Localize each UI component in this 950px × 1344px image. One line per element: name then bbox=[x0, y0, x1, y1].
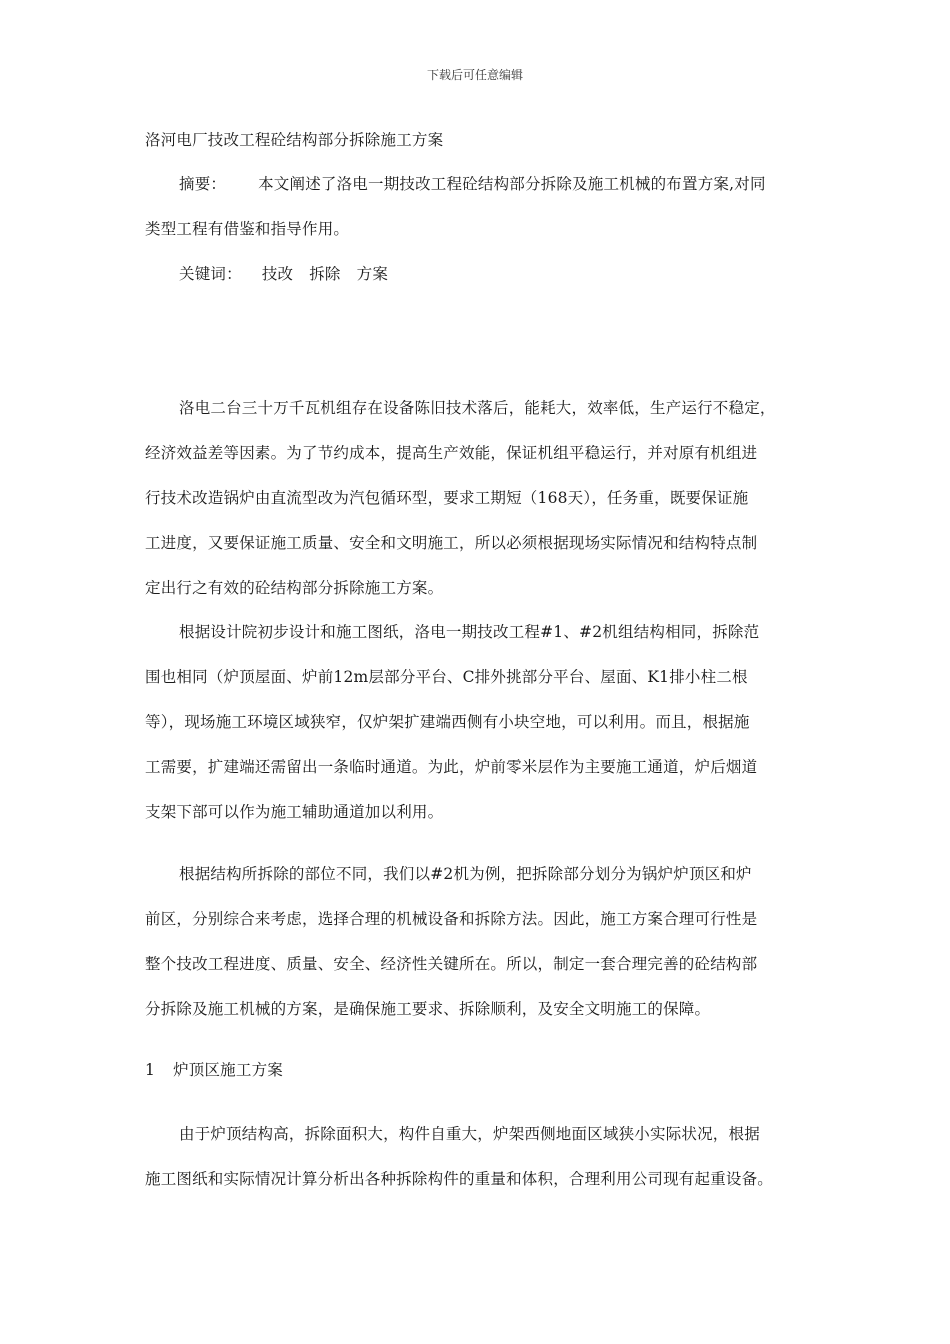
paragraph-line: 行技术改造锅炉由直流型改为汽包循环型，要求工期短（168天），任务重，既要保证施 bbox=[145, 489, 749, 507]
abstract-text-1: 本文阐述了洛电一期技改工程砼结构部分拆除及施工机械的布置方案,对同 bbox=[258, 175, 766, 193]
section-title: 炉顶区施工方案 bbox=[173, 1061, 283, 1079]
paragraph-line: 经济效益差等因素。为了节约成本，提高生产效能，保证机组平稳运行，并对原有机组进 bbox=[145, 444, 758, 462]
document-title: 洛河电厂技改工程砼结构部分拆除施工方案 bbox=[145, 131, 444, 149]
paragraph-line: 洛电二台三十万千瓦机组存在设备陈旧技术落后，能耗大，效率低，生产运行不稳定， bbox=[179, 399, 776, 417]
abstract-label: 摘要： bbox=[179, 175, 227, 193]
abstract-line-1 bbox=[179, 172, 766, 194]
paragraph-line: 工需要，扩建端还需留出一条临时通道。为此，炉前零米层作为主要施工通道，炉后烟道 bbox=[145, 758, 758, 776]
paragraph-line: 支架下部可以作为施工辅助通道加以利用。 bbox=[145, 803, 444, 821]
paragraph-line: 由于炉顶结构高，拆除面积大，构件自重大，炉架西侧地面区域狭小实际状况，根据 bbox=[179, 1125, 760, 1143]
paragraph-line: 整个技改工程进度、质量、安全、经济性关键所在。所以，制定一套合理完善的砼结构部 bbox=[145, 955, 758, 973]
paragraph-line: 施工图纸和实际情况计算分析出各种拆除构件的重量和体积，合理利用公司现有起重设备。 bbox=[145, 1170, 774, 1188]
paragraph-line: 工进度，又要保证施工质量、安全和文明施工，所以必须根据现场实际情况和结构特点制 bbox=[145, 534, 758, 552]
paragraph-line: 根据结构所拆除的部位不同，我们以#2机为例，把拆除部分划分为锅炉炉顶区和炉 bbox=[179, 865, 752, 883]
keywords-label: 关键词： bbox=[179, 265, 242, 283]
paragraph-line: 定出行之有效的砼结构部分拆除施工方案。 bbox=[145, 579, 444, 597]
keyword-item: 方案 bbox=[356, 265, 389, 283]
paragraph-line: 围也相同（炉顶屋面、炉前12m层部分平台、C排外挑部分平台、屋面、K1排小柱二根 bbox=[145, 668, 748, 686]
paragraph-line: 等），现场施工环境区域狭窄，仅炉架扩建端西侧有小块空地，可以利用。而且，根据施 bbox=[145, 713, 750, 731]
keyword-item: 技改 bbox=[261, 265, 294, 283]
section-heading bbox=[145, 1058, 283, 1080]
page-header-note: 下载后可任意编辑 bbox=[426, 68, 523, 82]
keywords-line bbox=[179, 262, 388, 284]
abstract-line-2: 类型工程有借鉴和指导作用。 bbox=[145, 220, 350, 238]
keyword-item: 拆除 bbox=[309, 265, 341, 283]
paragraph-line: 前区，分别综合来考虑，选择合理的机械设备和拆除方法。因此，施工方案合理可行性是 bbox=[145, 910, 758, 928]
paragraph-line: 分拆除及施工机械的方案，是确保施工要求、拆除顺利，及安全文明施工的保障。 bbox=[145, 1000, 711, 1018]
paragraph-line: 根据设计院初步设计和施工图纸，洛电一期技改工程#1、#2机组结构相同，拆除范 bbox=[179, 623, 760, 641]
section-number: 1 bbox=[145, 1061, 156, 1079]
